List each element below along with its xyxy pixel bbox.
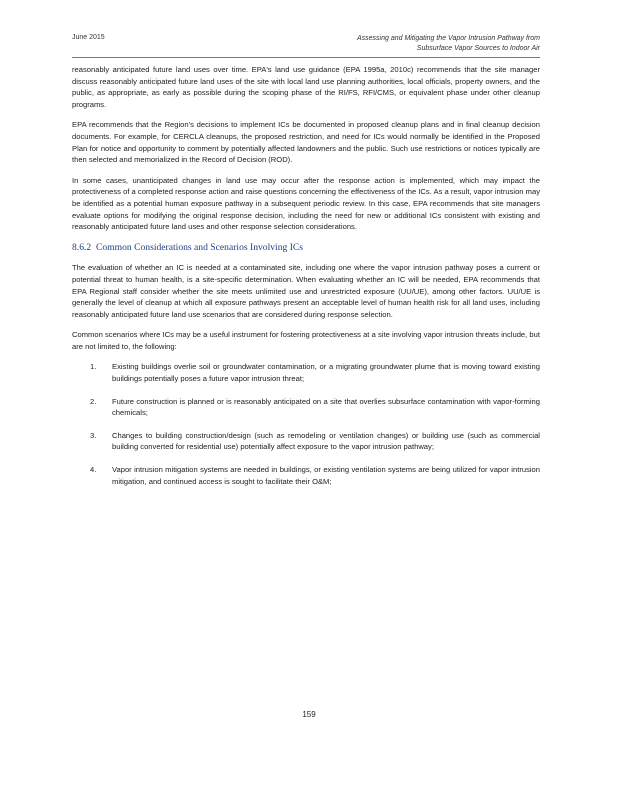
list-item-number: 3. bbox=[90, 430, 97, 440]
list-item-number: 2. bbox=[90, 396, 97, 406]
header-title-line1: Assessing and Mitigating the Vapor Intrusion Pathway from bbox=[356, 35, 540, 42]
scenario-list bbox=[72, 361, 540, 487]
paragraph-unanticipated-changes: In some cases, unanticipated changes in land use may occur after the response action is implemented, which may impact the protectiveness of a completed response action and raise questions concerning the effectiveness of the ICs. As a result, vapor intrusion may be identified as a potential human exposure pathway in a subsequent periodic review. In this case, EPA recommends that site managers evaluate options for modifying the original response decision, including the need for new or additional ICs consistent with existing and reasonably anticipated future land uses and other response selection considerations. bbox=[72, 175, 540, 232]
paragraph-ic-evaluation: The evaluation of whether an IC is needed at a contaminated site, including one where the vapor intrusion pathway poses a current or potential threat to human health, is a site-specific determination. When evaluating whether an IC will be needed, EPA recommends that EPA Regional staff consider whether the site meets unlimited use and unrestricted exposure (UU/UE), among other factors. UU/UE is generally the level of cleanup at which all exposure pathways present an acceptable level of human health risk for all land uses, including reasonably anticipated future land use scenarios that are considered during response selection. bbox=[72, 263, 540, 319]
header-date: June 2015 bbox=[72, 34, 105, 41]
list-item-text: Changes to building construction/design (such as remodeling or ventilation changes) or building use (such as commercial building converted for residential use) potentially affect exposure to the vapor intrusion pathway; bbox=[112, 430, 540, 452]
list-item bbox=[72, 361, 540, 384]
list-item bbox=[72, 430, 540, 453]
list-item-text: Vapor intrusion mitigation systems are needed in buildings, or existing ventilation systems are being utilized for vapor intrusion mitigation, and continued access is sought to facilitate their O&M; bbox=[112, 465, 540, 486]
list-item bbox=[72, 396, 540, 419]
header-title bbox=[280, 34, 540, 54]
header-title-line2: Subsurface Vapor Sources to Indoor Air bbox=[416, 45, 540, 52]
page-body bbox=[72, 64, 540, 498]
list-item-text: Existing buildings overlie soil or groundwater contamination, or a migrating groundwater plume that is moving toward existing buildings potentially poses a future vapor intrusion threat; bbox=[112, 362, 540, 384]
list-item-number: 1. bbox=[90, 362, 97, 372]
section-number: 8.6.2 bbox=[72, 241, 92, 253]
section-title: Common Considerations and Scenarios Involving ICs bbox=[95, 241, 304, 253]
header-rule bbox=[72, 57, 540, 58]
section-heading bbox=[72, 242, 540, 254]
list-item bbox=[72, 464, 540, 487]
paragraph-common-scenarios: Common scenarios where ICs may be a useful instrument for fostering protectiveness at a site involving vapor intrusion threats include, but are not limited to, the following: bbox=[72, 330, 540, 351]
paragraph-land-use-guidance: reasonably anticipated future land uses over time. EPA's land use guidance (EPA 1995a, 2010c) recommends that the site manager discuss reasonably anticipated future land uses of the site with local land use planning authorities, local officials, property owners, and the public, as appropriate, as early as possible during the scoping phase of the RI/FS, RFI/CMS, or equivalent phase under other cleanup programs. bbox=[72, 65, 540, 109]
page-number: 159 bbox=[302, 710, 316, 719]
list-item-text: Future construction is planned or is reasonably anticipated on a site that overlies subsurface contamination with vapor-forming chemicals; bbox=[112, 396, 540, 418]
list-item-number: 4. bbox=[90, 465, 97, 475]
paragraph-ic-documentation: EPA recommends that the Region's decisions to implement ICs be documented in proposed cleanup plans and in final cleanup decision documents. For example, for CERCLA cleanups, the proposed restriction, and need for ICs would normally be identified in the Proposed Plan for notice and opportunity to comment by potentially affected landowners and the public. Such use restrictions or notices typically are then selected and memorialized in the Record of Decision (ROD). bbox=[72, 120, 540, 165]
